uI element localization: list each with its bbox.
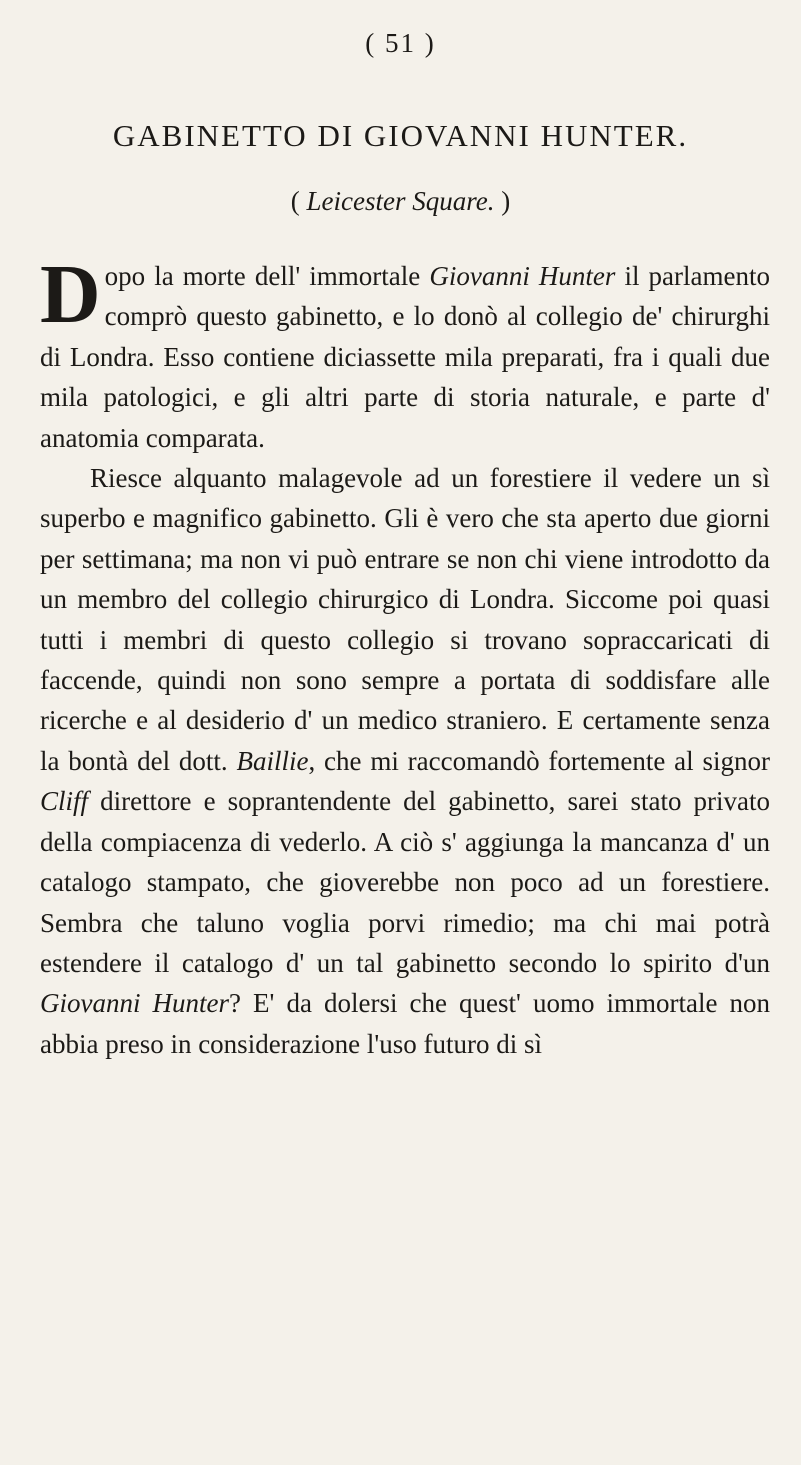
paragraph-2-name-hunter: Giovanni Hunter	[40, 988, 230, 1019]
drop-cap: D	[40, 248, 101, 341]
paragraph-2-name-cliff: Cliff	[40, 786, 89, 817]
paragraph-1	[40, 248, 771, 458]
paragraph-2-text-b: , che mi raccomandò fortemente al signor	[308, 745, 770, 776]
chapter-subtitle	[0, 186, 801, 217]
paragraph-2	[40, 458, 770, 1064]
paragraph-1-text-a: opo la morte dell' immortale	[104, 261, 430, 291]
paragraph-1-text-b: il parlamento comprò questo gabinetto, e lo donò al collegio de' chirurghi di Londra. Esso contiene diciassette mila preparati, fra i quali due mila patologici, e gli altri parte di storia naturale, e parte d' anatomia comparata.	[40, 261, 771, 453]
body-text	[40, 248, 771, 1064]
paragraph-1-name: Giovanni Hunter	[429, 261, 616, 291]
paragraph-2-text-c: direttore e soprantendente del gabinetto, sarei stato privato della compiacenza di vederlo. A ciò s' aggiunga la mancanza d' un catalogo stampato, che gioverebbe non poco ad un forestiere. Sembra che taluno voglia porvi rimedio; ma chi mai potrà estendere il catalogo d' un tal gabinetto secondo lo spirito d'un	[40, 786, 770, 978]
paragraph-2-text-a: Riesce alquanto malagevole ad un forestiere il vedere un sì superbo e magnifico gabinetto. Gli è vero che sta aperto due giorni per settimana; ma non vi può entrare se non chi viene introdotto da un membro del collegio chirurgico di Londra. Siccome poi quasi tutti i membri di questo collegio si trovano sopraccaricati di faccende, quindi non sono sempre a portata di soddisfare alle ricerche e al desiderio d' un medico straniero. E certamente senza la bontà del dott.	[40, 463, 770, 776]
paragraph-2-name-baillie: Baillie	[236, 745, 309, 776]
page-number: ( 51 )	[365, 28, 436, 58]
subtitle-place: Leicester Square.	[306, 186, 495, 216]
paragraph-2-text-d: ? E' da dolersi che quest' uomo immortale non abbia preso in considerazione l'uso futuro di sì	[40, 988, 770, 1059]
subtitle-open-paren: (	[290, 186, 300, 216]
chapter-title: GABINETTO DI GIOVANNI HUNTER.	[112, 118, 689, 153]
subtitle-close-paren: )	[501, 186, 511, 216]
